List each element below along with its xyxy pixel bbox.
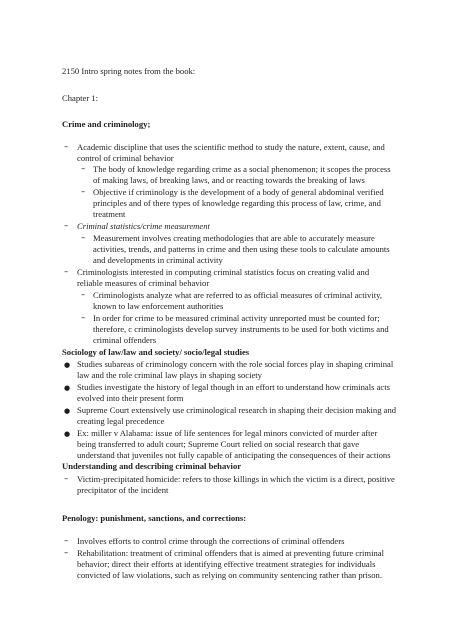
text-line: Victim-precipitated homicide: refers to those killings in which the victim is a direct, positive	[77, 474, 395, 484]
text-line: criminal offenders	[93, 335, 157, 345]
subheading-criminal-statistics: Criminal statistics/crime measurement	[77, 221, 210, 231]
text-line: being transferred to adult court; Supreme Court relied on social research that gave	[77, 439, 360, 449]
text-line: creating legal precedence	[77, 416, 165, 426]
dot-bullet: ●	[64, 384, 71, 392]
text-line: Studies investigate the history of legal though in an effort to understand how criminals acts	[77, 382, 390, 392]
text-line: Involves efforts to control crime through the corrections of criminal offenders	[77, 536, 345, 546]
text-line: Criminologists interested in computing criminal statistics focus on creating valid and	[77, 267, 370, 277]
text-line: Measurement involves creating methodologies that are able to accurately measure	[93, 233, 375, 243]
text-line: treatment	[93, 209, 126, 219]
text-line: The body of knowledge regarding crime as a social phenomenon; it scopes the process	[93, 164, 391, 174]
dash-bullet: –	[64, 548, 69, 558]
dash-bullet: –	[64, 221, 69, 231]
text-line: Academic discipline that uses the scientific method to study the nature, extent, cause, and	[77, 142, 385, 152]
text-line: of making laws, of breaking laws, and or reacting towards the breaking of laws	[93, 175, 365, 185]
text-line: Criminologists analyze what are referred to as official measures of criminal activity,	[93, 290, 382, 300]
section-heading-penology: Penology: punishment, sanctions, and corrections:	[62, 513, 247, 523]
text-line: and developments in criminal activity	[93, 255, 223, 265]
chapter-label: Chapter 1:	[62, 93, 99, 103]
text-line: therefore, c criminologists develop survey instruments to be used for both victims and	[93, 324, 389, 334]
dash-bullet: –	[81, 164, 86, 174]
text-line: Studies subareas of criminology concern with the role social forces play in shaping criminal	[77, 359, 394, 369]
text-line: Rehabilitation: treatment of criminal offenders that is aimed at preventing future criminal	[77, 548, 384, 558]
dash-bullet: –	[64, 536, 69, 546]
text-line: known to law enforcement authorities	[93, 301, 224, 311]
dash-bullet: –	[81, 290, 86, 300]
dash-bullet: –	[64, 142, 69, 152]
section-heading-crime-criminology: Crime and criminology;	[62, 119, 151, 129]
dash-bullet: –	[81, 313, 86, 323]
text-line: precipitator of the incident	[77, 485, 169, 495]
section-heading-sociology-of-law: Sociology of law/law and society/ socio/legal studies	[62, 347, 250, 357]
text-line: law and the role criminal law plays in shaping society	[77, 370, 262, 380]
text-line: reliable measures of criminal behavior	[77, 278, 210, 288]
text-line: In order for crime to be measured criminal activity unreported must be counted for;	[93, 313, 380, 323]
dot-bullet: ●	[64, 407, 71, 415]
text-line: understand that juveniles not fully capable of anticipating the consequences of their actions	[77, 450, 391, 460]
dot-bullet: ●	[64, 361, 71, 369]
text-line: activities, trends, and patterns in crime and then using these tools to calculate amounts	[93, 244, 390, 254]
dot-bullet: ●	[64, 430, 71, 438]
text-line: Supreme Court extensively use criminological research in shaping their decision making and	[77, 405, 397, 415]
text-line: Objective if criminology is the development of a body of general abdominal verified	[93, 187, 384, 197]
text-line: control of criminal behavior	[77, 153, 174, 163]
text-line: evolved into their present form	[77, 393, 184, 403]
text-line: principles and of there types of knowledge regarding this process of law, crime, and	[93, 198, 381, 208]
dash-bullet: –	[64, 474, 69, 484]
text-line: convicted of law violations, such as relying on community sentencing rather than prison.	[77, 570, 383, 580]
document-header: 2150 Intro spring notes from the book:	[62, 66, 196, 76]
section-heading-criminal-behavior: Understanding and describing criminal behavior	[62, 461, 242, 471]
dash-bullet: –	[81, 187, 86, 197]
dash-bullet: –	[81, 233, 86, 243]
text-line: Ex: miller v Alabama: issue of life sentences for legal minors convicted of murder after	[77, 428, 378, 438]
text-line: behavior; direct their efforts at identifying effective treatment strategies for individuals	[77, 559, 376, 569]
dash-bullet: –	[64, 267, 69, 277]
